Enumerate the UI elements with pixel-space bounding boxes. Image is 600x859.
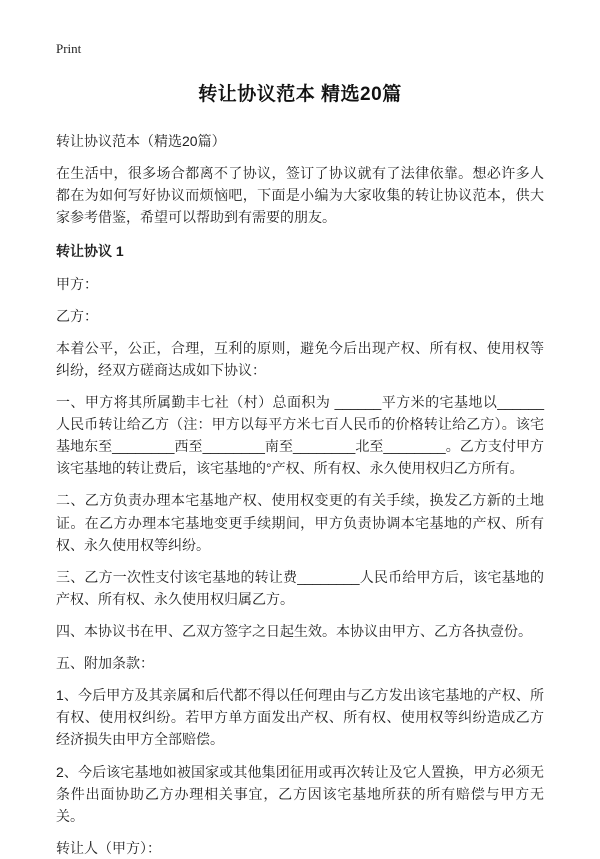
clause-1: 一、甲方将其所属勤丰七社（村）总面积为 ______平方米的宅基地以______人民币转让给乙方（注：甲方以每平方米七百人民币的价格转让给乙方）。该宅基地东至________西至________南至________北至________。乙方支付甲方该宅基地的转让费后，该宅基地的°产权、所有权、永久使用权归乙方所有。: [56, 393, 544, 477]
signer-line: 转让人（甲方）：: [56, 839, 161, 856]
principle-paragraph: 本着公平，公正，合理，互利的原则，避免今后出现产权、所有权、使用权等纠纷，经双方磋商达成如下协议：: [56, 339, 544, 378]
clause-3: 三、乙方一次性支付该宅基地的转让费________人民币给甲方后，该宅基地的产权、所有权、永久使用权归属乙方。: [56, 568, 544, 607]
clause-2: 二、乙方负责办理本宅基地产权、使用权变更的有关手续，换发乙方新的土地证。在乙方办理本宅基地变更手续期间，甲方负责协调本宅基地的产权、所有权、永久使用权等纠纷。: [56, 492, 544, 553]
party-b-line: 乙方：: [56, 307, 98, 324]
addendum-1: 1、今后甲方及其亲属和后代都不得以任何理由与乙方发出该宅基地的产权、所有权、使用权纠纷。若甲方单方面发出产权、所有权、使用权等纠纷造成乙方经济损失由甲方全部赔偿。: [56, 687, 544, 748]
clause-5-heading: 五、附加条款：: [56, 655, 154, 672]
print-link[interactable]: Print: [56, 41, 82, 56]
section-heading-agreement-1: 转让协议 1: [56, 243, 124, 260]
party-a-line: 甲方：: [56, 275, 98, 292]
clause-4: 四、本协议书在甲、乙双方签字之日起生效。本协议由甲方、乙方各执壹份。: [56, 622, 532, 639]
intro-paragraph: 在生活中，很多场合都离不了协议，签订了协议就有了法律依靠。想必许多人都在为如何写好协议而烦恼吧，下面是小编为大家收集的转让协议范本，供大家参考借鉴，希望可以帮助到有需要的朋友。: [56, 165, 544, 226]
doc-subtitle: 转让协议范本（精选20篇）: [56, 133, 226, 149]
page-title: 转让协议范本 精选20篇: [198, 84, 402, 105]
addendum-2: 2、今后该宅基地如被国家或其他集团征用或再次转让及它人置换，甲方必须无条件出面协助乙方办理相关事宜，乙方因该宅基地所获的所有赔偿与甲方无关。: [56, 763, 544, 824]
